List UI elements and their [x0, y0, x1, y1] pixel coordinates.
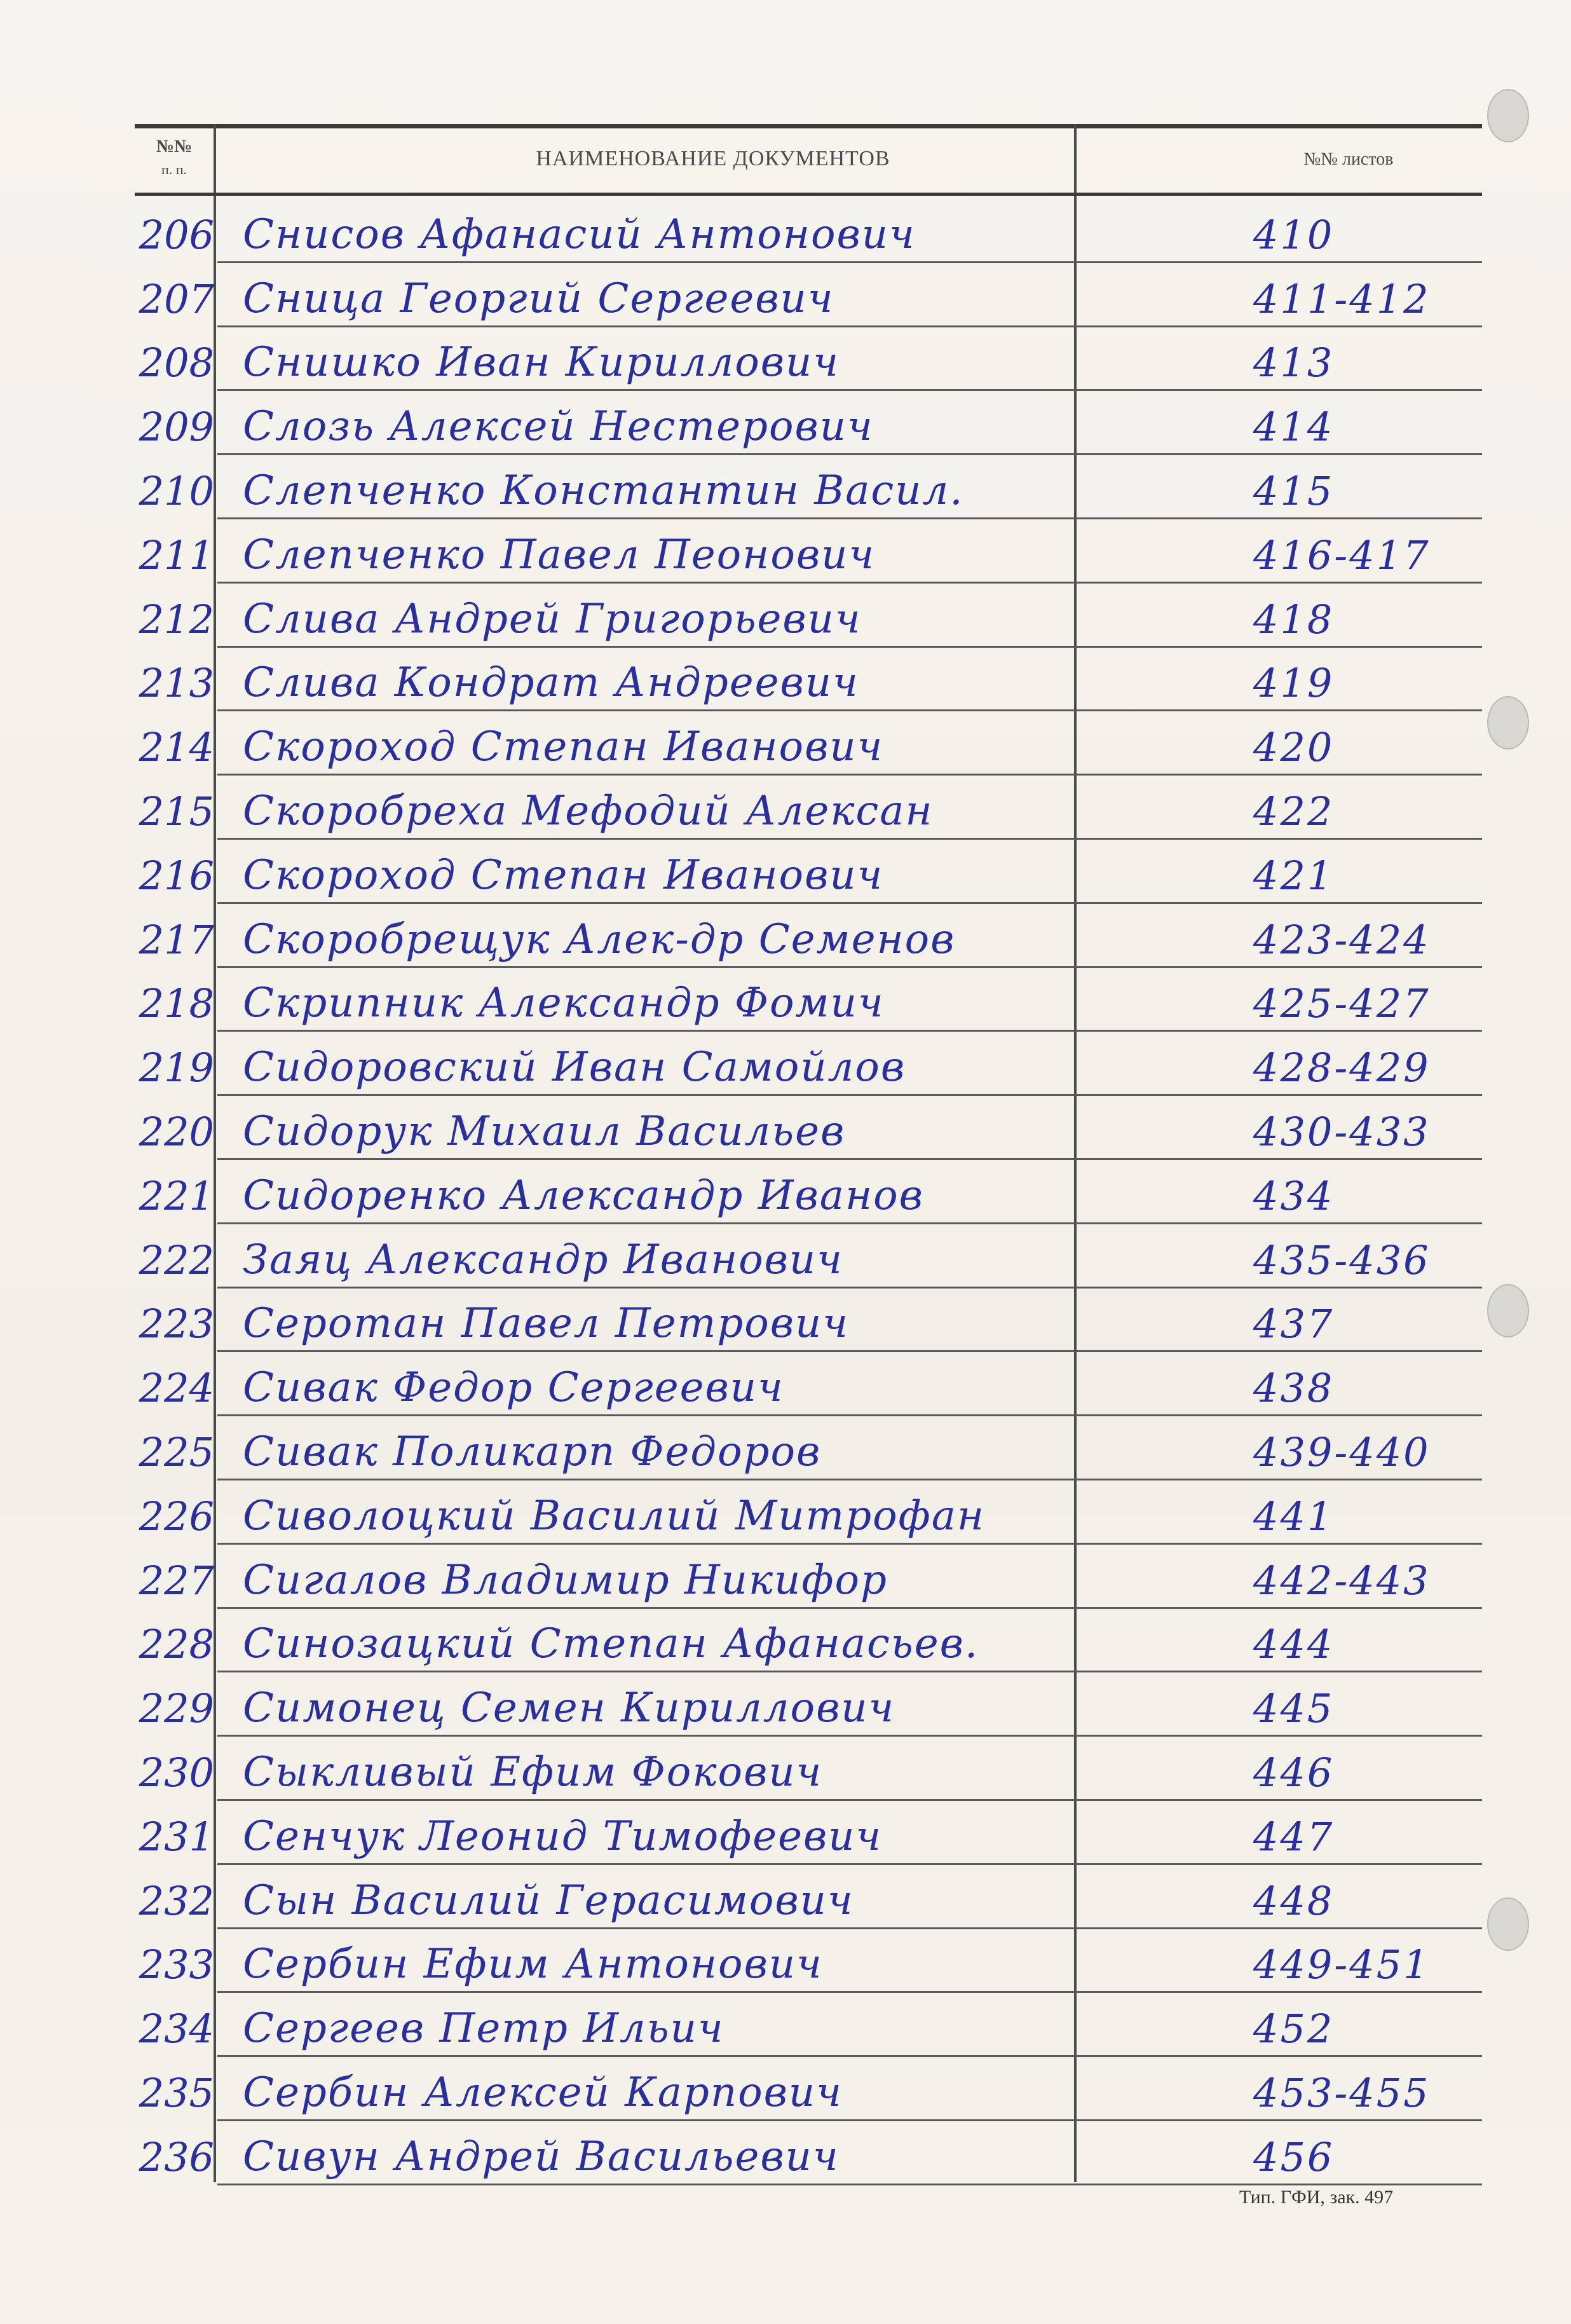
row-rule — [217, 261, 1482, 263]
header-number-label: №№ — [156, 137, 193, 156]
row-number: 234 — [139, 2006, 214, 2053]
row-document-name: Сигалов Владимир Никифор — [243, 1556, 888, 1604]
table-row — [135, 1802, 1482, 1866]
row-number: 230 — [139, 1749, 214, 1796]
table-row — [135, 1738, 1482, 1802]
table-row — [135, 777, 1482, 841]
table-row — [135, 1290, 1482, 1354]
row-document-name: Скороход Степан Иванович — [243, 851, 884, 899]
row-rule — [217, 774, 1482, 776]
row-sheets: 439-440 — [1253, 1428, 1431, 1475]
row-rule — [217, 1158, 1482, 1160]
row-rule — [217, 646, 1482, 648]
row-sheets: 422 — [1253, 788, 1335, 835]
row-sheets: 425-427 — [1253, 980, 1431, 1027]
row-sheets: 449-451 — [1253, 1941, 1431, 1988]
row-document-name: Сивак Поликарп Федоров — [243, 1428, 822, 1475]
table-row — [135, 2058, 1482, 2122]
table-row — [135, 1482, 1482, 1546]
row-sheets: 456 — [1253, 2133, 1335, 2180]
row-document-name: Сенчук Леонид Тимофеевич — [243, 1812, 883, 1860]
row-document-name: Сиволоцкий Василий Митрофан — [243, 1492, 986, 1540]
row-rule — [217, 453, 1482, 455]
row-rule — [217, 1543, 1482, 1545]
row-document-name: Снишко Иван Кириллович — [243, 339, 840, 386]
row-sheets: 415 — [1253, 467, 1335, 514]
row-document-name: Слива Кондрат Андреевич — [243, 659, 859, 707]
row-number: 221 — [139, 1172, 214, 1219]
table-row — [135, 1866, 1482, 1931]
row-sheets: 446 — [1253, 1749, 1335, 1796]
table-row — [135, 521, 1482, 585]
table-row — [135, 1994, 1482, 2058]
table-row — [135, 841, 1482, 905]
row-rule — [217, 1863, 1482, 1865]
row-document-name: Заяц Александр Иванович — [243, 1236, 843, 1283]
row-document-name: Скоробреха Мефодий Алексан — [243, 787, 934, 835]
table-row — [135, 713, 1482, 777]
row-number: 220 — [139, 1108, 214, 1155]
table-row — [135, 1931, 1482, 1995]
row-document-name: Слива Андрей Григорьевич — [243, 595, 862, 643]
row-number: 222 — [139, 1236, 214, 1283]
row-number: 228 — [139, 1621, 214, 1668]
header-document-name: НАИМЕНОВАНИЕ ДОКУМЕНТОВ — [536, 147, 890, 170]
row-sheets: 420 — [1253, 724, 1335, 771]
row-number: 216 — [139, 852, 214, 899]
table-row — [135, 1610, 1482, 1674]
row-sheets: 452 — [1253, 2006, 1335, 2053]
row-document-name: Скрипник Александр Фомич — [243, 980, 885, 1027]
row-sheets: 430-433 — [1253, 1108, 1431, 1155]
table-row — [135, 264, 1482, 329]
row-number: 215 — [139, 788, 214, 835]
row-number: 209 — [139, 404, 214, 451]
row-number: 212 — [139, 596, 214, 643]
row-number: 206 — [139, 211, 214, 258]
row-number: 223 — [139, 1301, 214, 1348]
row-rule — [217, 1799, 1482, 1801]
row-document-name: Сивак Федор Сергеевич — [243, 1364, 784, 1412]
row-document-name: Сивун Андрей Васильевич — [243, 2133, 840, 2180]
row-document-name: Слепченко Константин Васил. — [243, 467, 964, 514]
row-rule — [217, 1671, 1482, 1672]
row-rule — [217, 582, 1482, 584]
row-document-name: Сыкливый Ефим Фокович — [243, 1748, 823, 1796]
header-sheets: №№ листов — [1303, 149, 1394, 169]
row-sheets: 428-429 — [1253, 1044, 1431, 1091]
row-sheets: 445 — [1253, 1685, 1335, 1732]
print-footer: Тип. ГФИ, зак. 497 — [1239, 2187, 1394, 2208]
row-rule — [217, 1094, 1482, 1096]
row-rule — [217, 2184, 1482, 2185]
table-row — [135, 2122, 1482, 2187]
row-document-name: Синозацкий Степан Афанасьев. — [243, 1620, 979, 1668]
row-document-name: Симонец Семен Кириллович — [243, 1685, 895, 1732]
table-row — [135, 969, 1482, 1034]
row-rule — [217, 1479, 1482, 1480]
row-sheets: 434 — [1253, 1172, 1335, 1219]
row-rule — [217, 966, 1482, 968]
row-rule — [217, 1991, 1482, 1993]
row-sheets: 453-455 — [1253, 2069, 1431, 2116]
row-document-name: Скоробрещук Алек-др Семенов — [243, 915, 956, 963]
table-row — [135, 1226, 1482, 1290]
row-number: 225 — [139, 1428, 214, 1475]
row-number: 236 — [139, 2133, 214, 2180]
row-rule — [217, 1030, 1482, 1032]
row-sheets: 423-424 — [1253, 916, 1431, 963]
row-rule — [217, 2119, 1482, 2121]
row-number: 207 — [139, 275, 214, 322]
row-sheets: 419 — [1253, 660, 1335, 707]
table-row — [135, 1161, 1482, 1226]
row-rule — [217, 325, 1482, 327]
row-document-name: Скороход Степан Иванович — [243, 723, 884, 771]
row-document-name: Сергеев Петр Ильич — [243, 2005, 724, 2053]
row-sheets: 448 — [1253, 1877, 1335, 1924]
row-sheets: 413 — [1253, 339, 1335, 386]
row-document-name: Сербин Алексей Карпович — [243, 2068, 843, 2116]
row-sheets: 441 — [1253, 1493, 1335, 1540]
row-document-name: Сидорук Михаил Васильев — [243, 1107, 846, 1155]
table-row — [135, 456, 1482, 521]
row-document-name: Снисов Афанасий Антонович — [243, 210, 916, 258]
row-rule — [217, 709, 1482, 711]
table-row — [135, 1097, 1482, 1161]
row-document-name: Слозь Алексей Нестерович — [243, 403, 874, 451]
row-document-name: Сидоровский Иван Самойлов — [243, 1044, 906, 1091]
row-sheets: 435-436 — [1253, 1236, 1431, 1283]
row-document-name: Сербин Ефим Антонович — [243, 1941, 823, 1988]
row-number: 217 — [139, 916, 214, 963]
row-number: 227 — [139, 1557, 214, 1604]
row-number: 211 — [139, 531, 214, 578]
header-number-sub: п. п. — [161, 161, 187, 177]
row-number: 218 — [139, 980, 214, 1027]
row-number: 231 — [139, 1813, 214, 1860]
table-row — [135, 1546, 1482, 1610]
row-number: 208 — [139, 339, 214, 386]
row-sheets: 416-417 — [1253, 531, 1431, 578]
row-rule — [217, 2055, 1482, 2057]
row-document-name: Сница Георгий Сергеевич — [243, 275, 834, 322]
table-row — [135, 649, 1482, 713]
row-document-name: Сидоренко Александр Иванов — [243, 1172, 924, 1219]
row-rule — [217, 1350, 1482, 1352]
table-top-rule — [135, 124, 1482, 128]
table-row — [135, 1353, 1482, 1418]
row-rule — [217, 389, 1482, 391]
row-number: 235 — [139, 2069, 214, 2116]
row-rule — [217, 1414, 1482, 1416]
row-rule — [217, 1735, 1482, 1737]
row-rule — [217, 838, 1482, 840]
table-row — [135, 392, 1482, 456]
row-number: 224 — [139, 1365, 214, 1412]
row-rule — [217, 1287, 1482, 1288]
table-body — [135, 200, 1482, 2187]
table-row — [135, 200, 1482, 264]
row-sheets: 438 — [1253, 1365, 1335, 1412]
row-rule — [217, 1222, 1482, 1224]
header-rule — [135, 193, 1482, 196]
row-sheets: 418 — [1253, 596, 1335, 643]
row-sheets: 411-412 — [1253, 275, 1431, 322]
table-row — [135, 1418, 1482, 1482]
table-row — [135, 329, 1482, 393]
row-sheets: 442-443 — [1253, 1557, 1431, 1604]
row-number: 226 — [139, 1493, 214, 1540]
documents-table — [135, 124, 1482, 2182]
row-number: 233 — [139, 1941, 214, 1988]
row-document-name: Слепченко Павел Пеонович — [243, 531, 876, 578]
row-sheets: 444 — [1253, 1621, 1335, 1668]
row-rule — [217, 1607, 1482, 1609]
punch-hole — [1487, 89, 1529, 142]
row-number: 213 — [139, 660, 214, 707]
row-number: 232 — [139, 1877, 214, 1924]
row-rule — [217, 902, 1482, 904]
row-sheets: 410 — [1253, 211, 1335, 258]
table-row — [135, 585, 1482, 649]
row-rule — [217, 517, 1482, 519]
row-document-name: Сын Василий Герасимович — [243, 1876, 854, 1924]
row-number: 210 — [139, 467, 214, 514]
row-rule — [217, 1927, 1482, 1929]
row-sheets: 447 — [1253, 1813, 1335, 1860]
row-sheets: 414 — [1253, 404, 1335, 451]
row-number: 214 — [139, 724, 214, 771]
row-number: 229 — [139, 1685, 214, 1732]
row-document-name: Серотан Павел Петрович — [243, 1300, 850, 1348]
table-row — [135, 905, 1482, 969]
table-row — [135, 1033, 1482, 1097]
row-sheets: 421 — [1253, 852, 1335, 899]
row-number: 219 — [139, 1044, 214, 1091]
row-sheets: 437 — [1253, 1301, 1335, 1348]
table-row — [135, 1674, 1482, 1738]
header-number — [135, 135, 214, 181]
